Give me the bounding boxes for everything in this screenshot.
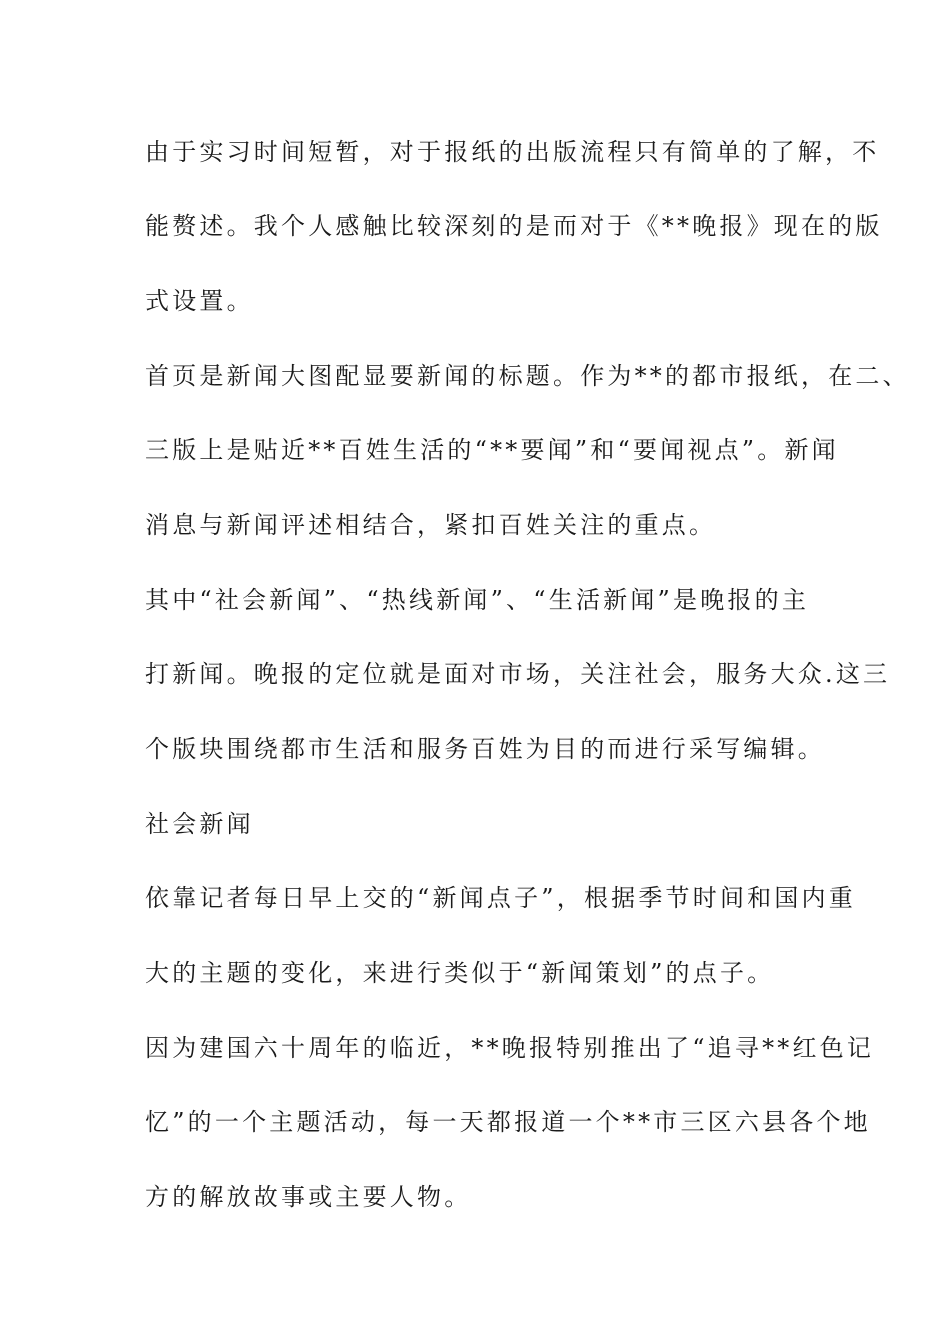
text-line: 忆”的一个主题活动，每一天都报道一个**市三区六县各个地	[145, 1108, 871, 1136]
text-line: 打新闻。晚报的定位就是面对市场，关注社会，服务大众.这三	[145, 660, 891, 688]
text-line: 依靠记者每日早上交的“新闻点子”，根据季节时间和国内重	[145, 884, 856, 912]
text-line: 由于实习时间短暂，对于报纸的出版流程只有简单的了解，不	[145, 138, 880, 166]
text-line: 个版块围绕都市生活和服务百姓为目的而进行采写编辑。	[145, 735, 825, 763]
text-line: 式设置。	[145, 287, 254, 315]
text-line: 首页是新闻大图配显要新闻的标题。作为**的都市报纸，在二、	[145, 362, 910, 390]
text-line: 三版上是贴近**百姓生活的“**要闻”和“要闻视点”。新闻	[145, 436, 839, 464]
text-line: 大的主题的变化，来进行类似于“新闻策划”的点子。	[145, 959, 775, 987]
text-line: 方的解放故事或主要人物。	[145, 1183, 472, 1211]
text-line: 能赘述。我个人感触比较深刻的是而对于《**晚报》现在的版	[145, 212, 883, 240]
text-line: 因为建国六十周年的临近，**晚报特别推出了“追寻**红色记	[145, 1034, 875, 1062]
text-line: 消息与新闻评述相结合，紧扣百姓关注的重点。	[145, 511, 717, 539]
text-line: 其中“社会新闻”、“热线新闻”、“生活新闻”是晚报的主	[145, 586, 810, 614]
section-heading: 社会新闻	[145, 810, 254, 838]
